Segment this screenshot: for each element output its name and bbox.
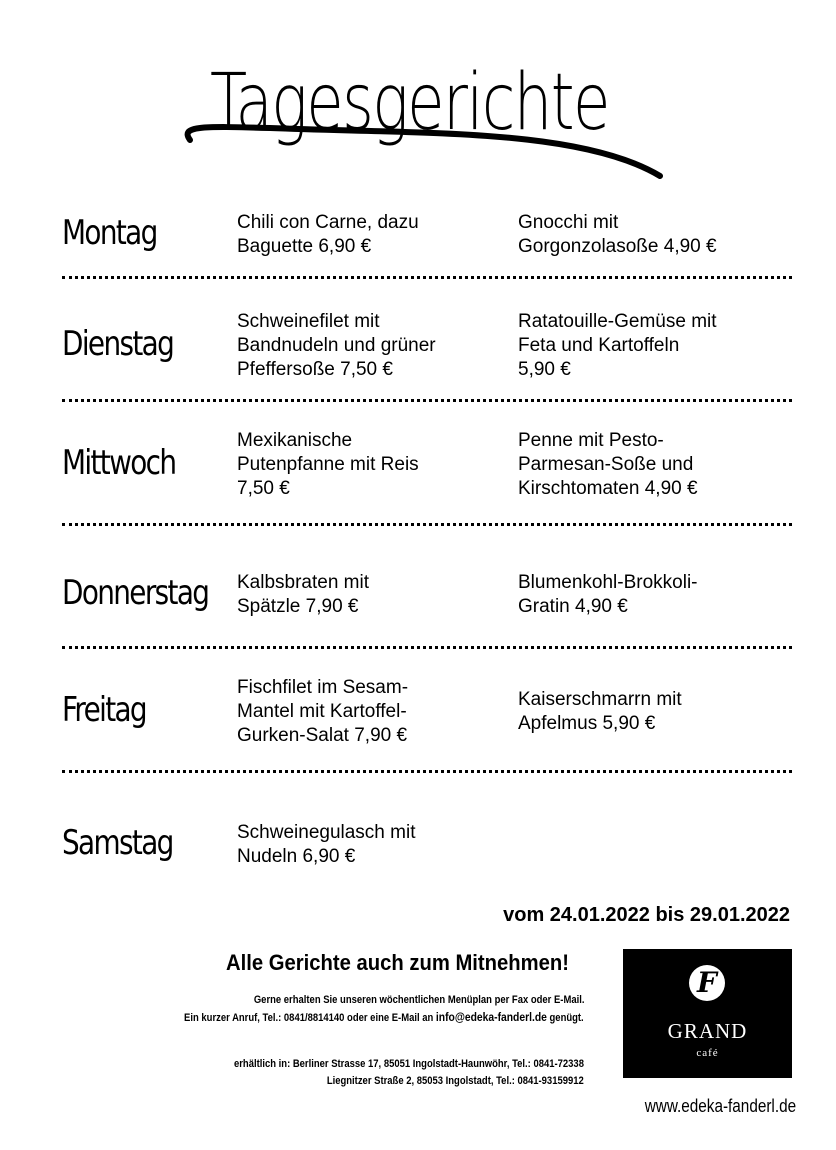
dish-main [237, 310, 492, 382]
dish-alternative [518, 211, 798, 259]
dish-main [237, 211, 492, 259]
dotted-separator [62, 770, 792, 773]
dish-line: Gorgonzolasoße 4,90 € [518, 236, 717, 257]
dish-line: Spätzle 7,90 € [237, 596, 359, 617]
menu-row [0, 415, 836, 515]
dish-main [237, 676, 492, 748]
logo-name: GRAND [667, 1019, 748, 1043]
dotted-separator [62, 646, 792, 649]
page-title [160, 48, 680, 198]
dish-line: Ratatouille-Gemüse mit [518, 311, 717, 332]
day-name: Mittwoch [62, 443, 176, 483]
day-name: Donnerstag [62, 573, 209, 613]
info-line-1: Gerne erhalten Sie unseren wöchentlichen Menüplan per Fax oder E-Mail. [253, 994, 584, 1006]
dish-line: Parmesan-Soße und [518, 454, 694, 475]
dish-line: Mexikanische [237, 430, 353, 451]
dish-line: Kirschtomaten 4,90 € [518, 478, 698, 499]
dish-line: Pfeffersoße 7,50 € [237, 359, 393, 380]
day-name: Freitag [62, 690, 146, 730]
menu-row [0, 662, 836, 762]
info-text-end: genügt. [547, 1012, 584, 1024]
dish-alternative [518, 571, 798, 619]
dish-line: Gratin 4,90 € [518, 596, 628, 617]
dish-line: Baguette 6,90 € [237, 236, 372, 257]
dotted-separator [62, 523, 792, 526]
info-text: Ein kurzer Anruf, Tel.: 0841/8814140 oder eine E-Mail an [184, 1012, 437, 1024]
title-text: Tagesgerichte [210, 58, 609, 148]
dish-line: Putenpfanne mit Reis [237, 454, 419, 475]
dish-line: Apfelmus 5,90 € [518, 713, 656, 734]
logo-f-icon: F [689, 965, 725, 1001]
dish-line: Nudeln 6,90 € [237, 846, 356, 867]
dish-line: Gnocchi mit [518, 212, 619, 233]
info-email-link[interactable]: info@edeka-fanderl.de [436, 1010, 548, 1024]
menu-row [0, 805, 836, 885]
dish-alternative [518, 688, 798, 736]
dish-line: Schweinegulasch mit [237, 822, 416, 843]
day-name: Dienstag [62, 324, 174, 364]
menu-row [0, 195, 836, 275]
address-line-2: Liegnitzer Straße 2, 85053 Ingolstadt, Tel.: 0841-93159912 [327, 1075, 584, 1087]
day-name: Montag [62, 213, 157, 253]
website-link[interactable]: www.edeka-fanderl.de [644, 1096, 796, 1116]
dish-line: Feta und Kartoffeln [518, 335, 680, 356]
dotted-separator [62, 399, 792, 402]
menu-row [0, 296, 836, 396]
takeaway-note: Alle Gerichte auch zum Mitnehmen! [226, 950, 570, 975]
dish-main [237, 821, 492, 869]
day-name: Samstag [62, 823, 173, 863]
menu-period: vom 24.01.2022 bis 29.01.2022 [503, 904, 790, 926]
address-line-1: erhältlich in: Berliner Strasse 17, 85051 Ingolstadt-Haunwöhr, Tel.: 0841-72338 [234, 1058, 584, 1070]
dish-alternative [518, 310, 798, 382]
dish-main [237, 429, 492, 501]
dish-line: Fischfilet im Sesam- [237, 677, 409, 698]
dish-line: Chili con Carne, dazu [237, 212, 419, 233]
dish-line: Blumenkohl-Brokkoli- [518, 572, 698, 593]
dish-line: Penne mit Pesto- [518, 430, 664, 451]
dish-line: Schweinefilet mit [237, 311, 380, 332]
dish-main [237, 571, 492, 619]
dish-line: 5,90 € [518, 359, 571, 380]
dish-line: Gurken-Salat 7,90 € [237, 725, 408, 746]
info-line-2 [184, 1009, 584, 1027]
menu-row [0, 555, 836, 635]
grand-cafe-logo [623, 949, 792, 1078]
dish-alternative [518, 429, 798, 501]
dish-line: Mantel mit Kartoffel- [237, 701, 407, 722]
dotted-separator [62, 276, 792, 279]
dish-line: Kaiserschmarrn mit [518, 689, 682, 710]
dish-line: Kalbsbraten mit [237, 572, 370, 593]
dish-line: Bandnudeln und grüner [237, 335, 436, 356]
dish-line: 7,50 € [237, 478, 290, 499]
logo-sub: café [696, 1047, 719, 1059]
